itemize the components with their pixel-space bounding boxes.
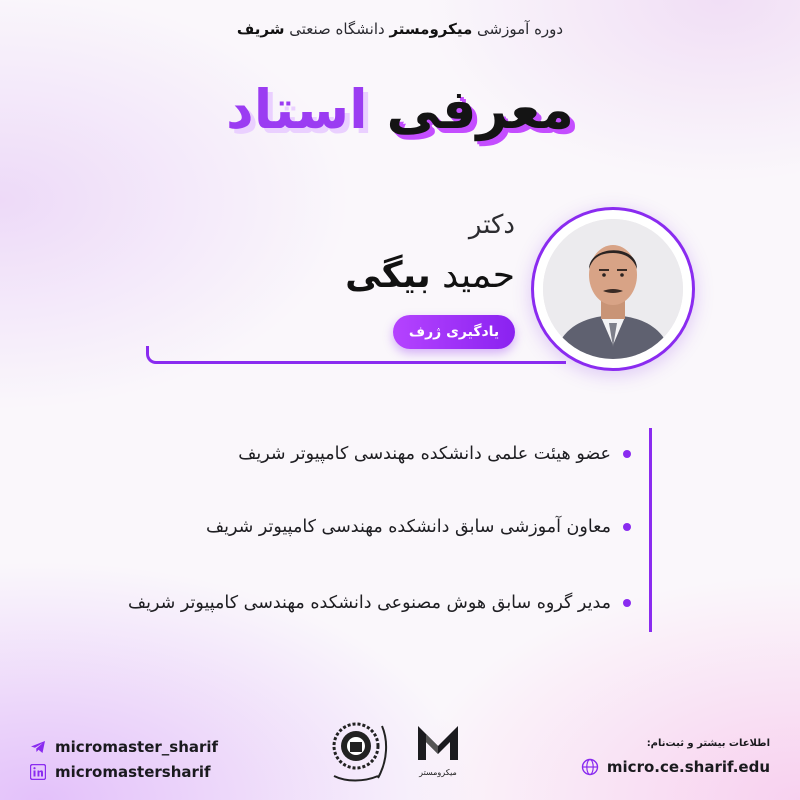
bullet-dot-icon (623, 450, 631, 458)
header-line-middle: دانشگاه صنعتی (289, 20, 385, 38)
course-tag: یادگیری ژرف (393, 315, 515, 349)
header-line (0, 20, 800, 38)
instructor-photo (543, 219, 683, 359)
micromaster-logo (410, 722, 466, 784)
title-word-2: استاد (226, 78, 368, 141)
info-label: اطلاعات بیشتر و ثبت‌نام: (646, 738, 770, 749)
telegram-icon (30, 739, 46, 755)
sharif-university-logo-icon (330, 720, 394, 786)
website-link[interactable] (581, 758, 770, 776)
telegram-handle: micromaster_sharif (55, 738, 219, 756)
linkedin-link[interactable] (30, 763, 211, 781)
telegram-link[interactable] (30, 738, 218, 756)
bullet-dot-icon (623, 599, 631, 607)
instructor-last-name: بیگی (345, 255, 431, 296)
bio-item-1: عضو هیئت علمی دانشکده مهندسی کامپیوتر شریف (238, 444, 611, 464)
name-prefix: دکتر (468, 210, 515, 240)
avatar (543, 219, 683, 359)
header-brand: میکرومستر (389, 20, 473, 38)
linkedin-handle: micromastersharif (55, 763, 211, 781)
globe-icon (581, 758, 599, 776)
bio-list (60, 428, 652, 632)
accent-divider (146, 346, 566, 364)
website-url: micro.ce.sharif.edu (606, 758, 770, 776)
bio-item-3: مدیر گروه سابق هوش مصنوعی دانشکده مهندسی کامپیوتر شریف (128, 593, 611, 613)
instructor-first-name: حمید (442, 255, 515, 296)
header-line-before: دوره آموزشی (477, 20, 564, 38)
micromaster-logo-icon (416, 722, 460, 762)
title-word-1: معرفی (386, 78, 574, 141)
sharif-university-logo (330, 720, 394, 786)
bio-item-2: معاون آموزشی سابق دانشکده مهندسی کامپیوتر شریف (205, 517, 611, 537)
list-item (206, 517, 631, 537)
page-title (0, 78, 800, 141)
linkedin-icon (30, 764, 46, 780)
instructor-name (280, 255, 515, 296)
list-item (128, 593, 631, 613)
logo-caption: میکرومستر (419, 768, 457, 777)
bullet-dot-icon (623, 523, 631, 531)
header-university: شریف (236, 20, 285, 38)
list-item (238, 444, 631, 464)
